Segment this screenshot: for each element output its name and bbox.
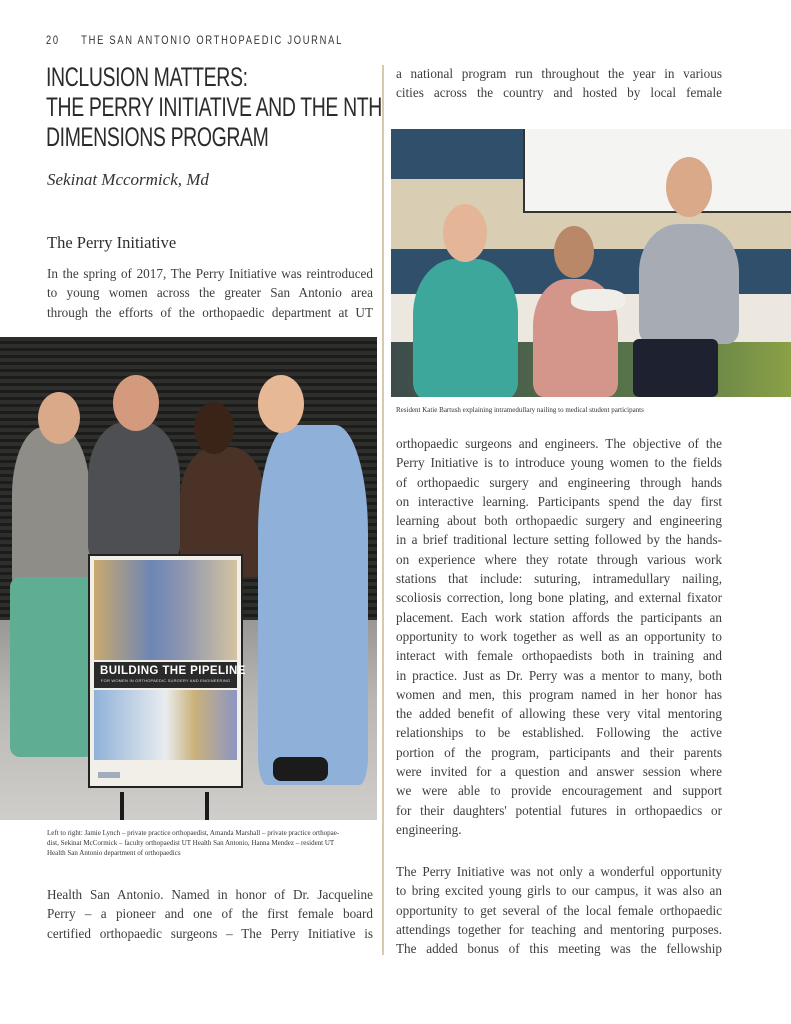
left-continuation-paragraph xyxy=(47,885,373,943)
person-4 xyxy=(258,425,368,785)
building-the-pipeline-poster xyxy=(88,554,246,788)
text-line: on experience where they rotate through various work xyxy=(396,551,722,567)
text-line: to young women across the greater San Antonio area xyxy=(47,285,373,301)
intro-paragraph xyxy=(47,264,373,322)
text-line: In the spring of 2017, The Perry Initiative was reintroduced xyxy=(47,266,373,281)
journal-name: THE SAN ANTONIO ORTHOPAEDIC JOURNAL xyxy=(81,33,344,47)
person-1-scrub-pants xyxy=(10,577,95,757)
column-divider xyxy=(382,65,384,955)
text-line: were invited for a question and answer session where xyxy=(396,764,722,780)
easel-leg xyxy=(120,792,124,820)
person-3-head xyxy=(194,402,234,454)
right-paragraph-2 xyxy=(396,862,722,958)
perry-initiative-logo xyxy=(98,772,120,778)
group-photo-caption xyxy=(47,828,377,858)
text-line: women and men, this program named in her honor has xyxy=(396,686,722,702)
text-line: we were able to provide encouragement and support xyxy=(396,783,722,799)
text-line: opportunity to get several of the local female orthopaedic xyxy=(396,902,722,918)
instructor xyxy=(639,224,739,344)
text-line: certified orthopaedic surgeons – The Perry Initiative is xyxy=(47,925,373,941)
title-line: THE PERRY INITIATIVE AND THE NTH xyxy=(46,92,382,122)
text-line: in practice. Just as Dr. Perry was a mentor to many, both xyxy=(396,667,722,683)
caption-line: dist, Sekinat McCormick – faculty orthopaedist UT Health San Antonio, Hanna Mendez – resident UT xyxy=(47,839,335,847)
poster-subtitle: FOR WOMEN IN ORTHOPAEDIC SURGERY AND ENGINEERING xyxy=(101,678,231,683)
text-line: attendings together for teaching and mentoring purposes. xyxy=(396,921,722,937)
page-number: 20 xyxy=(46,33,60,47)
easel-leg xyxy=(205,792,209,820)
poster-title-band xyxy=(94,662,246,688)
group-photo xyxy=(0,337,377,820)
text-line: for their daughters' potential futures in orthopaedics or xyxy=(396,802,722,818)
person-teal-head xyxy=(443,204,487,262)
person-teal-scrubs xyxy=(413,259,518,397)
text-line: on interactive learning. Participants spend the day first xyxy=(396,493,722,509)
poster-photo-bottom xyxy=(94,690,237,760)
section-heading: The Perry Initiative xyxy=(47,233,177,252)
text-line: opportunity to work together as well as an opportunity to xyxy=(396,628,722,644)
text-line: placement. Each work station affords the participants an xyxy=(396,609,722,625)
text-line: stations that include: suturing, intramedullary nailing, xyxy=(396,571,722,587)
text-line: in a brief traditional lecture setting followed by the hands- xyxy=(396,532,722,548)
running-header xyxy=(46,33,343,47)
person-2-head xyxy=(113,375,159,431)
text-line: learning about both orthopaedic surgery and engineering xyxy=(396,513,722,529)
poster-photo-top xyxy=(94,560,237,660)
article-title xyxy=(46,62,382,152)
text-line: through the efforts of the orthopaedic department at UT xyxy=(47,304,373,320)
text-line: to bring excited young girls to our campus, it was also an xyxy=(396,883,722,899)
person-1 xyxy=(12,427,90,597)
text-line: the added benefit of allowing these very vital mentoring xyxy=(396,706,722,722)
text-line: The added bonus of this meeting was the fellowship xyxy=(396,941,722,957)
demo-photo-caption: Resident Katie Bartush explaining intramedullary nailing to medical student participants xyxy=(396,406,644,414)
person-pink-head xyxy=(554,226,594,278)
projector-screen xyxy=(523,129,791,213)
text-line: a national program run throughout the year in various xyxy=(396,66,722,81)
person-1-head xyxy=(38,392,80,444)
text-line: interact with female orthopaedists both in training and xyxy=(396,648,722,664)
text-line: cities across the country and hosted by local female xyxy=(396,85,722,101)
right-paragraph-1 xyxy=(396,434,722,839)
text-line: scoliosis correction, long bone plating, and external fixator xyxy=(396,590,722,606)
text-line: Health San Antonio. Named in honor of Dr. Jacqueline xyxy=(47,887,373,902)
person-4-shoes xyxy=(273,757,328,781)
author-byline: Sekinat Mccormick, Md xyxy=(47,170,209,189)
text-line: relationships to be established. Following the active xyxy=(396,725,722,741)
caption-line: Left to right: Jamie Lynch – private practice orthopaedist, Amanda Marshall – private practice orthopae- xyxy=(47,829,340,837)
text-line: of orthopaedic surgery and engineering through hands xyxy=(396,474,722,490)
person-4-head xyxy=(258,375,304,433)
right-top-paragraph xyxy=(396,64,722,103)
bone-model xyxy=(571,289,626,311)
person-2 xyxy=(88,422,180,562)
title-line: INCLUSION MATTERS: xyxy=(46,62,248,92)
text-line: portion of the program, participants and their parents xyxy=(396,744,722,760)
caption-line: Health San Antonio department of orthopaedics xyxy=(47,849,181,857)
text-line: The Perry Initiative was not only a wonderful opportunity xyxy=(396,864,722,879)
text-line: engineering. xyxy=(396,821,462,837)
instructor-pants xyxy=(633,339,718,397)
text-line: Perry – a pioneer and one of the first female board xyxy=(47,906,373,922)
text-line: orthopaedic surgeons and engineers. The objective of the xyxy=(396,436,722,451)
title-line: DIMENSIONS PROGRAM xyxy=(46,122,269,152)
poster-title: BUILDING THE PIPELINE xyxy=(100,665,246,677)
text-line: Perry Initiative is to introduce young women to the fields xyxy=(396,455,722,471)
demo-photo xyxy=(391,129,791,397)
instructor-head xyxy=(666,157,712,217)
